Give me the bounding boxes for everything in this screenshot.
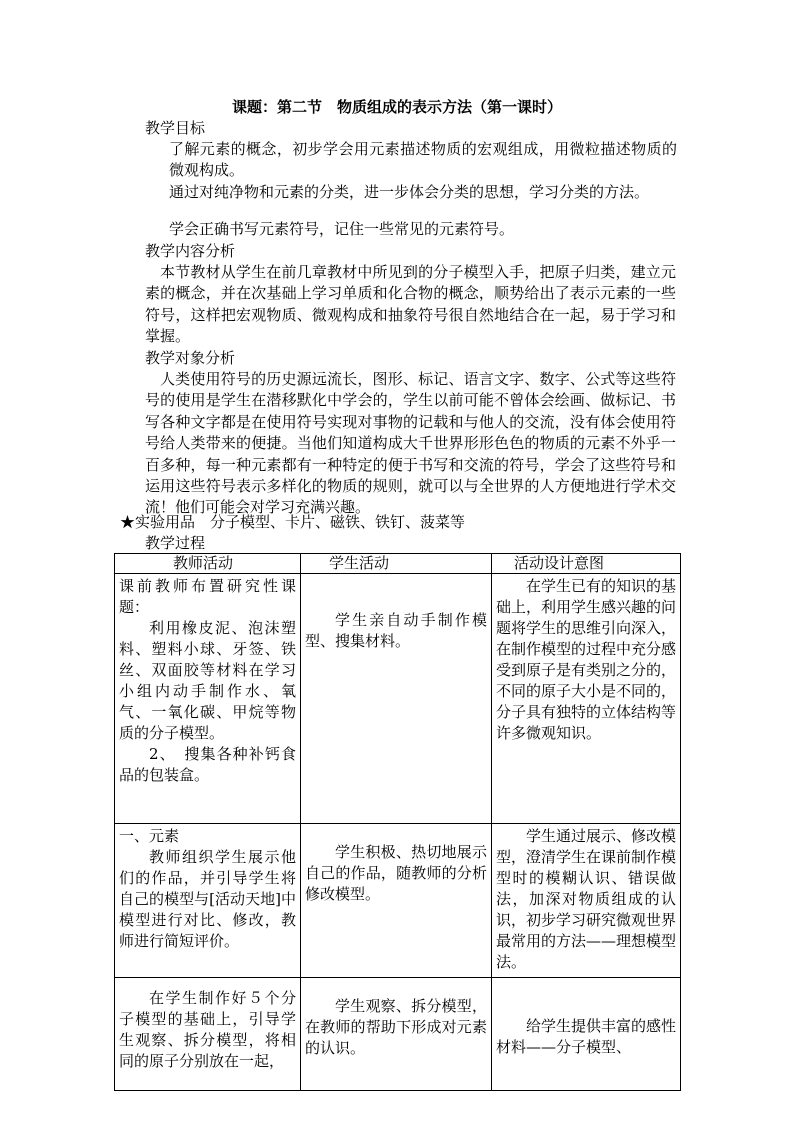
design-intent-text: 学生通过展示、修改模型，澄清学生在课前制作模型时的模糊认识、错误做法，加深对物质组成的认识，初步学习研究微观世界最常用的方法——理想模型法。 <box>496 827 677 971</box>
student-activity-text: 学生亲自动手制作模型、搜集材料。 <box>305 611 487 650</box>
header-student-activity: 学生活动 <box>301 554 492 574</box>
teacher-activity-cell <box>115 574 301 824</box>
teacher-activity-cell <box>115 824 301 978</box>
student-activity-text: 学生观察、拆分模型，在教师的帮助下形成对元素的认识。 <box>305 997 487 1057</box>
lesson-title: 课题：第二节 物质组成的表示方法（第一课时） <box>231 98 562 116</box>
teaching-process-table <box>114 553 681 1091</box>
teacher-activity-text: 课前教师布置研究性课题： <box>119 577 296 616</box>
goal-1: 了解元素的概念，初步学会用元素描述物质的宏观组成，用微粒描述物质的微观构成。 <box>169 140 677 180</box>
audience-analysis-text: 人类使用符号的历史源远流长，图形、标记、语言文字、数字、公式等这些符号的使用是学生在潜移默化中学会的，学生以前可能不曾体会绘画、做标记、书写各种文字都是在使用符号实现对事物的记载和与他人的交流，没有体会使用符号给人类带来的便捷。当他们知道构成大千世界形形色色的物质的元素不外乎一百多种，每一种元素都有一种特定的便于书写和交流的符号，学会了这些符号和运用这些符号表示多样化的物质的规则，就可以与全世界的人方便地进行学术交流！他们可能会对学习充满兴趣。 <box>145 370 676 517</box>
design-intent-text: 在学生已有的知识的基础上，利用学生感兴趣的问题将学生的思维引向深入，在制作模型的过程中充分感受到原子是有类别之分的，不同的原子大小是不同的，分子具有独特的立体结构等许多微观知识。 <box>496 577 677 742</box>
content-analysis-text: 本节教材从学生在前几章教材中所见到的分子模型入手，把原子归类，建立元素的概念，并在次基础上学习单质和化合物的概念，顺势给出了表示元素的一些符号，这样把宏观物质、微观构成和抽象符号很自然地结合在一起，易于学习和掌握。 <box>145 263 676 346</box>
goal-2: 通过对纯净物和元素的分类，进一步体会分类的思想，学习分类的方法。 <box>169 183 650 201</box>
audience-analysis-heading: 教学对象分析 <box>145 349 236 367</box>
teacher-activity-text: 利用橡皮泥、泡沫塑料、塑料小球、牙签、铁丝、双面胶等材料在学习小组内动手制作水、氧气、一氧化碳、甲烷等物质的分子模型。 <box>119 619 296 742</box>
teacher-activity-text: 2、 搜集各种补钙食品的包装盒。 <box>119 745 296 784</box>
student-activity-cell <box>301 824 492 978</box>
student-activity-cell <box>301 978 492 1091</box>
table-row <box>115 574 681 824</box>
student-activity-text: 学生积极、热切地展示自己的作品，随教师的分析修改模型。 <box>305 843 487 903</box>
teacher-activity-cell <box>115 978 301 1091</box>
section-label: 一、元素 <box>119 827 180 845</box>
teacher-activity-text: 教师组织学生展示他们的作品，并引导学生将自己的模型与[活动天地]中模型进行对比、修改，教师进行简短评价。 <box>119 848 296 950</box>
content-analysis-heading: 教学内容分析 <box>145 242 236 260</box>
table-row <box>115 978 681 1091</box>
table-header-row <box>115 554 681 574</box>
design-intent-cell <box>492 978 681 1091</box>
experiment-materials: ★实验用品 分子模型、卡片、磁铁、铁钉、菠菜等 <box>120 513 466 531</box>
process-heading: 教学过程 <box>145 534 206 552</box>
design-intent-text: 给学生提供丰富的感性材料——分子模型、 <box>496 1017 677 1056</box>
student-activity-cell <box>301 574 492 824</box>
table-row <box>115 824 681 978</box>
goals-heading: 教学目标 <box>145 119 206 137</box>
design-intent-cell <box>492 574 681 824</box>
goal-3: 学会正确书写元素符号，记住一些常见的元素符号。 <box>169 220 515 238</box>
teacher-activity-text: 在学生制作好５个分子模型的基础上，引导学生观察、拆分模型，将相同的原子分别放在一起， <box>119 989 296 1070</box>
header-design-intent: 活动设计意图 <box>492 554 681 574</box>
design-intent-cell <box>492 824 681 978</box>
header-teacher-activity: 教师活动 <box>115 554 301 574</box>
